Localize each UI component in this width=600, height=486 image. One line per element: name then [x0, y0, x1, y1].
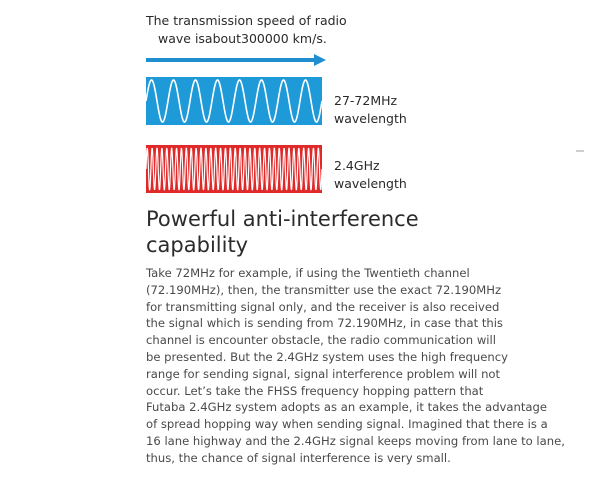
- body-line: Futaba 2.4GHz system adopts as an example, it takes the advantage: [146, 400, 548, 415]
- heading-line-1: Powerful anti-interference: [146, 207, 419, 231]
- body-line: thus, the chance of signal interference is very small.: [146, 450, 451, 465]
- body-line: of spread hopping way when sending signal. Imagined that there is a: [146, 417, 548, 432]
- low-frequency-name: 27-72MHz: [334, 93, 398, 108]
- body-paragraph: [146, 265, 596, 467]
- speed-note: [146, 12, 347, 48]
- propagation-arrow-icon: [146, 53, 326, 67]
- decorative-dash: [576, 150, 584, 152]
- high-frequency-label: [334, 157, 407, 193]
- low-frequency-unit: wavelength: [334, 111, 407, 126]
- body-line: channel is encounter obstacle, the radio communication will: [146, 333, 496, 348]
- body-line: (72.190MHz), then, the transmitter use the exact 72.190MHz: [146, 282, 502, 297]
- speed-note-line-1: The transmission speed of radio: [146, 13, 347, 28]
- heading-line-2: capability: [146, 233, 249, 257]
- body-line: the signal which is sending from 72.190MHz, in case that this: [146, 316, 503, 331]
- section-heading: [146, 206, 566, 258]
- low-frequency-label: [334, 92, 407, 128]
- high-frequency-unit: wavelength: [334, 176, 407, 191]
- low-frequency-wave: [146, 77, 322, 125]
- body-line: 16 lane highway and the 2.4GHz signal keeps moving from lane to lane,: [146, 433, 565, 448]
- body-line: occur. Let’s take the FHSS frequency hopping pattern that: [146, 383, 484, 398]
- speed-note-line-2: wave isabout300000 km/s.: [158, 31, 327, 46]
- high-frequency-wave: [146, 145, 322, 193]
- body-line: range for sending signal, signal interference problem will not: [146, 366, 501, 381]
- body-line: for transmitting signal only, and the receiver is also received: [146, 299, 500, 314]
- body-line: be presented. But the 2.4GHz system uses the high frequency: [146, 349, 508, 364]
- body-line: Take 72MHz for example, if using the Twentieth channel: [146, 266, 470, 280]
- high-frequency-name: 2.4GHz: [334, 158, 380, 173]
